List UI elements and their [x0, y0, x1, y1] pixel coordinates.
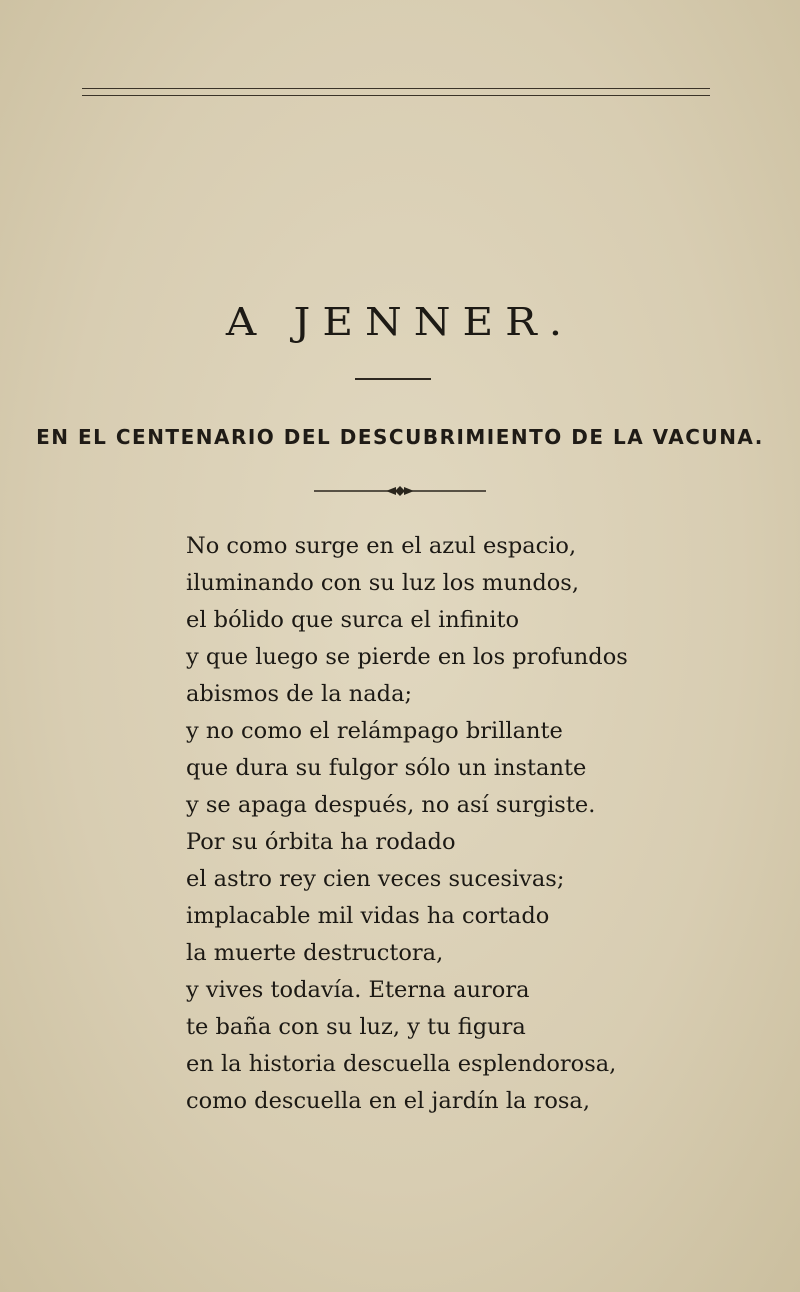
page-subtitle: EN EL CENTENARIO DEL DESCUBRIMIENTO DE LA VACUNA.: [36, 425, 764, 449]
poem-line: que dura su fulgor sólo un instante: [186, 755, 587, 781]
header-double-rule-bottom: [82, 95, 710, 96]
poem-line: y vives todavía. Eterna aurora: [186, 977, 530, 1003]
poem-line: y no como el relámpago brillante: [186, 718, 563, 744]
poem-line: te baña con su luz, y tu figura: [186, 1014, 526, 1040]
poem-line: implacable mil vidas ha cortado: [186, 903, 550, 929]
poem-line: el astro rey cien veces sucesivas;: [186, 866, 565, 892]
poem-line: el bólido que surca el infinito: [186, 607, 520, 633]
poem-body: [186, 528, 786, 1120]
poem-line: No como surge en el azul espacio,: [186, 533, 577, 559]
poem-line: y se apaga después, no así surgiste.: [186, 792, 596, 818]
ornament-divider: [300, 484, 500, 498]
page-title: A JENNER.: [225, 298, 575, 345]
poem-line: y que luego se pierde en los profundos: [186, 644, 628, 670]
poem-line: la muerte destructora,: [186, 940, 444, 966]
header-double-rule-top: [82, 88, 710, 89]
poem-line: iluminando con su luz los mundos,: [186, 570, 579, 596]
poem-line: abismos de la nada;: [186, 681, 413, 707]
poem-line: en la historia descuella esplendorosa,: [186, 1051, 617, 1077]
poem-line: como descuella en el jardín la rosa,: [186, 1088, 591, 1114]
poem-line: Por su órbita ha rodado: [186, 829, 456, 855]
title-divider: [355, 378, 431, 380]
